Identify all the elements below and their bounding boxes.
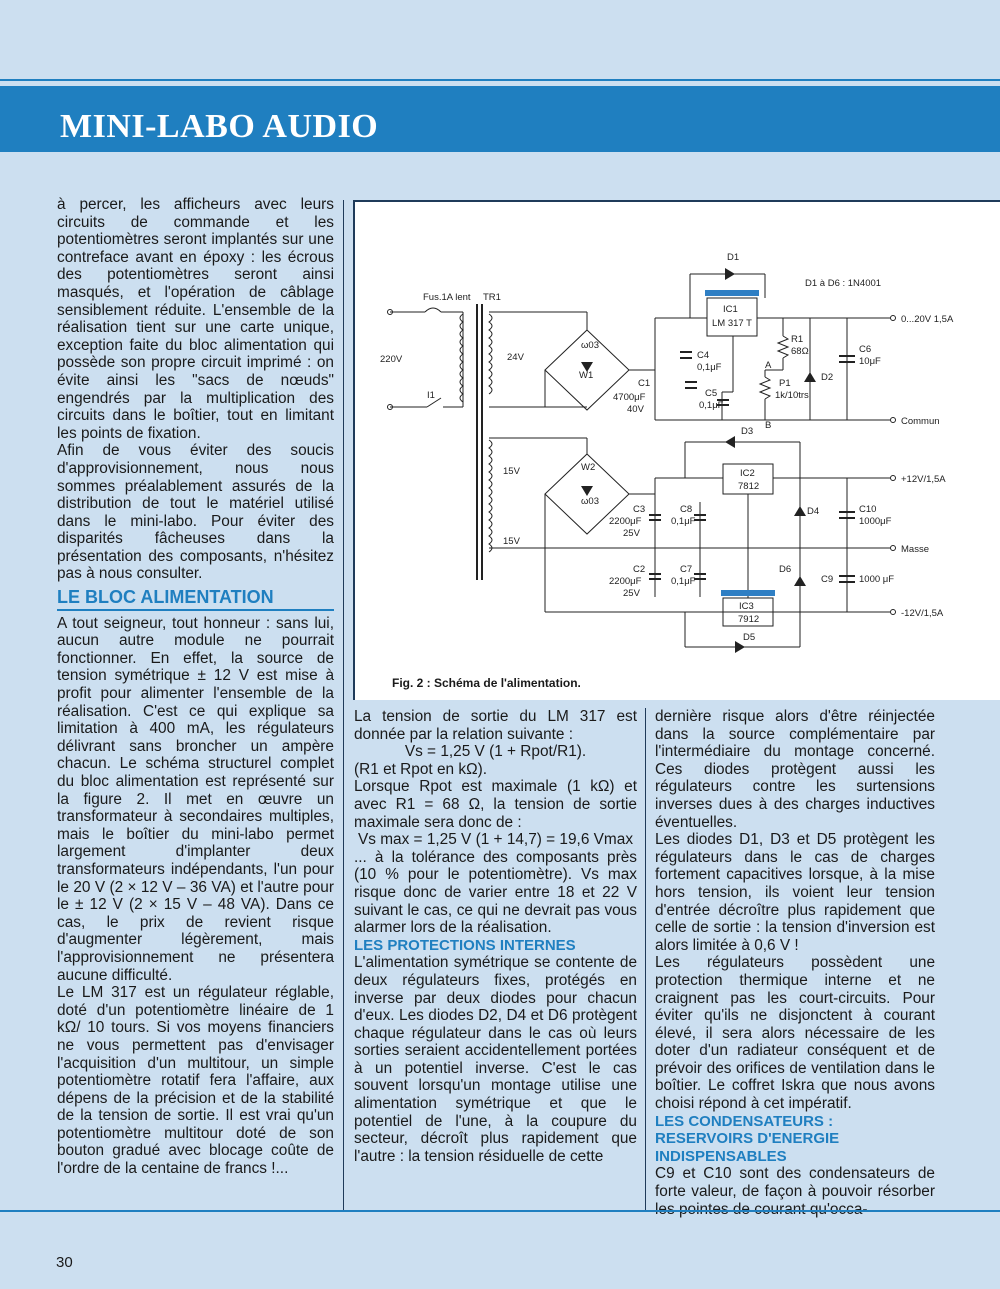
fig-label-c2-value: 2200μF xyxy=(609,576,642,587)
col1-intro: à percer, les afficheurs avec leurs circuits de commande et les potentiomètres seront implantés sur une contreface avant en époxy : les écrous des potentiomètres seront ainsi masqués, et l'opération de câblage sensiblement réduite. L'ensemble de la réalisation tient sur une carte unique, exception faite du bloc alimentation qui possède son propre circuit imprimé : on évite ainsi les "sacs de nœuds" engendrés par la multiplication des circuits dans le boîtier, tout en limitant les points de fixation. xyxy=(57,196,334,442)
fig-label-c3-value: 2200μF xyxy=(609,516,642,527)
fig-label-c7: C7 xyxy=(680,564,693,575)
fig-label-24v: 24V xyxy=(507,352,524,363)
figure-schematic xyxy=(353,200,1000,700)
fig-label-c9-value: 1000 μF xyxy=(859,574,895,585)
fig-label-d4: D4 xyxy=(807,506,820,517)
page-title: MINI-LABO AUDIO xyxy=(60,108,379,145)
subhead-condensateurs: LES CONDENSATEURS : RESERVOIRS D'ENERGIE INDISPENSABLES xyxy=(655,1112,840,1165)
fig-label-d5: D5 xyxy=(743,632,756,643)
fig-label-ic1: IC1 xyxy=(723,304,738,315)
fig-label-c8-value: 0,1μF xyxy=(671,516,696,527)
fig-label-15v-b: 15V xyxy=(503,536,520,547)
column-2 xyxy=(354,708,637,1165)
fig-label-c7-value: 0,1μF xyxy=(671,576,696,587)
fig-label-d-note: D1 à D6 : 1N4001 xyxy=(805,278,882,289)
section-title-alimentation: LE BLOC ALIMENTATION xyxy=(57,589,334,611)
header-rule xyxy=(0,79,1000,81)
fig-label-ic3: IC3 xyxy=(739,601,754,612)
fig-label-d1: D1 xyxy=(727,252,740,263)
fig-label-c5-value: 0,1μF xyxy=(699,400,724,411)
fig-label-15v-a: 15V xyxy=(503,466,520,477)
col2-para2: (R1 et Rpot en kΩ). xyxy=(354,760,487,778)
fig-label-p1: P1 xyxy=(779,378,791,389)
fig-label-c2: C2 xyxy=(633,564,646,575)
fig-label-w2-part: ω03 xyxy=(581,496,599,507)
formula-output-voltage: Vs = 1,25 V (1 + Rpot/R1). xyxy=(404,743,587,761)
fig-label-w1-part: ω03 xyxy=(581,340,599,351)
fig-label-c4-value: 0,1μF xyxy=(697,362,722,373)
formula-max-voltage: Vs max = 1,25 V (1 + 14,7) = 19,6 Vmax xyxy=(357,831,634,849)
fig-label-switch: I1 xyxy=(427,390,435,401)
col2-para4: ... à la tolérance des composants près (10 % pour le potentiomètre). Vs max risque donc de varier entre 18 et 22 V suivant le cas, ce qui ne devrait pas vous alarmer lors de la réalisation. xyxy=(354,848,637,937)
fig-label-plus12: +12V/1,5A xyxy=(901,474,946,485)
power-supply-schematic xyxy=(355,202,1000,700)
fig-label-c1: C1 xyxy=(638,378,651,389)
col3-para2: Les diodes D1, D3 et D5 protègent les régulateurs dans le cas de charges fortement capacitives lorsque, à la mise hors tension, ils voient leur tension d'entrée décroître plus rapidement que celle de sortie : la tension d'inversion est alors limitée à 0,6 V ! xyxy=(655,831,935,954)
fig-label-out20: 0...20V 1,5A xyxy=(901,314,954,325)
fig-label-c5: C5 xyxy=(705,388,718,399)
column-1 xyxy=(57,196,334,1178)
fig-label-ic2: IC2 xyxy=(740,468,755,479)
page-number: 30 xyxy=(56,1254,73,1271)
col2-para1: La tension de sortie du LM 317 est donnée par la relation suivante : xyxy=(354,708,637,743)
fig-label-commun: Commun xyxy=(901,416,940,427)
fig-label-p1-a: A xyxy=(765,360,772,371)
fig-label-c3-voltage: 25V xyxy=(623,528,640,539)
column-divider-2 xyxy=(645,708,646,1210)
fig-label-c6: C6 xyxy=(859,344,872,355)
fig-label-p1-value: 1k/10trs xyxy=(775,390,809,401)
column-3 xyxy=(655,708,935,1218)
col3-para3: Les régulateurs possèdent une protection thermique interne et ne craignent pas les court-circuits. Pour éviter qu'ils ne disjonctent à courant élevé, il sera alors nécessaire de les doter d'un radiateur conséquent et de prévoir des orifices de ventilation dans le boîtier. Le coffret Iskra que nous avons choisi répond à cet impératif. xyxy=(655,954,935,1113)
fig-label-c1-value: 4700μF xyxy=(613,392,646,403)
fig-label-p1-b: B xyxy=(765,420,772,431)
col1-para4: Le LM 317 est un régulateur réglable, doté d'un potentiomètre linéaire de 1 kΩ/ 10 tours. Si vos moyens financiers ne vous permettent pas d'envisager l'acquisition d'un multitour, un simple potentiomètre rotatif fera l'affaire, aux dépens de la précision et de la stabilité de la tension de sortie. Il est vrai qu'un potentiomètre multitour doté de son bouton gradué avec blocage coûte de l'ordre de la centaine de francs !... xyxy=(57,984,334,1178)
fig-label-c9: C9 xyxy=(821,574,834,585)
fig-label-tr: TR1 xyxy=(483,292,501,303)
col2-para3: Lorsque Rpot est maximale (1 kΩ) et avec R1 = 68 Ω, la tension de sortie maximale sera donc de : xyxy=(354,778,637,831)
col3-para1: dernière risque alors d'être réinjectée dans la source complémentaire par l'intermédiaire du montage concerné. Ces diodes protègent aussi les régulateurs contre les surtensions inverses dues à des charges inductives éventuelles. xyxy=(655,708,935,831)
col1-para2: Afin de vous éviter des soucis d'approvisionnement, nous nous sommes préalablement assurés de la distribution de tout le matériel utilisé dans le mini-labo. Pour éviter des disparités fâcheuses dans la présentation des composants, n'hésitez pas à nous consulter. xyxy=(57,442,334,583)
fig-label-c10-value: 1000μF xyxy=(859,516,892,527)
column-divider-1 xyxy=(343,200,344,1210)
fig-label-c8: C8 xyxy=(680,504,693,515)
fig-label-ic1-part: LM 317 T xyxy=(712,318,752,329)
fig-label-c4: C4 xyxy=(697,350,710,361)
fig-label-masse: Masse xyxy=(901,544,929,555)
fig-label-d6: D6 xyxy=(779,564,792,575)
fig-label-c3: C3 xyxy=(633,504,646,515)
fig-label-mains: 220V xyxy=(380,354,403,365)
fig-label-minus12: -12V/1,5A xyxy=(901,608,944,619)
fig-label-w1: W1 xyxy=(579,370,594,381)
fig-label-ic2-part: 7812 xyxy=(738,481,760,492)
fig-label-d3: D3 xyxy=(741,426,754,437)
col2-para5: L'alimentation symétrique se contente de deux régulateurs fixes, protégés en inverse par deux diodes pour chacun d'eux. Les diodes D2, D4 et D6 protègent chaque régulateur dans le cas où leurs sorties seraient accidentellement portées à un potentiel inverse. C'est le cas souvent lorsqu'un montage utilise une alimentation symétrique et que le potentiel de l'une, à la coupure du secteur, décroît plus rapidement que l'autre : la tension résiduelle de cette xyxy=(354,954,637,1165)
fig-label-c10: C10 xyxy=(859,504,877,515)
figure-caption: Fig. 2 : Schéma de l'alimentation. xyxy=(392,676,581,690)
fig-label-c6-value: 10μF xyxy=(859,356,881,367)
footer-rule xyxy=(0,1210,1000,1212)
col1-para3: A tout seigneur, tout honneur : sans lui, aucun autre module ne pourrait fonctionner. En effet, la source de tension symétrique ± 12 V est mise à profit pour alimenter l'ensemble de la réalisation. C'est ce qui explique sa limitation à 400 mA, les régulateurs délivrant sans broncher un ampère chacun. Le schéma structurel complet du bloc alimentation est représenté sur la figure 2. Il met en œuvre un transformateur à secondaires multiples, mais le boîtier du mini-labo permet largement d'implanter deux transformateurs indépendants, l'un pour le 20 V (2 × 12 V – 36 VA) et l'autre pour le ± 12 V (2 × 15 V – 48 VA). Dans ce cas, le prix de revient risque d'augmenter légèrement, mais l'approvisionnement ne présentera aucune difficulté. xyxy=(57,614,334,984)
subhead-protections: LES PROTECTIONS INTERNES xyxy=(354,936,576,954)
fig-label-c2-voltage: 25V xyxy=(623,588,640,599)
fig-label-r1-value: 68Ω xyxy=(791,346,809,357)
col3-para4: C9 et C10 sont des condensateurs de forte valeur, de façon à pouvoir résorber xyxy=(655,1165,935,1201)
fig-label-d2: D2 xyxy=(821,372,834,383)
fig-label-fuse: Fus.1A lent xyxy=(423,292,471,303)
fig-label-ic3-part: 7912 xyxy=(738,614,760,625)
fig-label-c1-voltage: 40V xyxy=(627,404,644,415)
fig-label-w2: W2 xyxy=(581,462,596,473)
fig-label-r1: R1 xyxy=(791,334,804,345)
